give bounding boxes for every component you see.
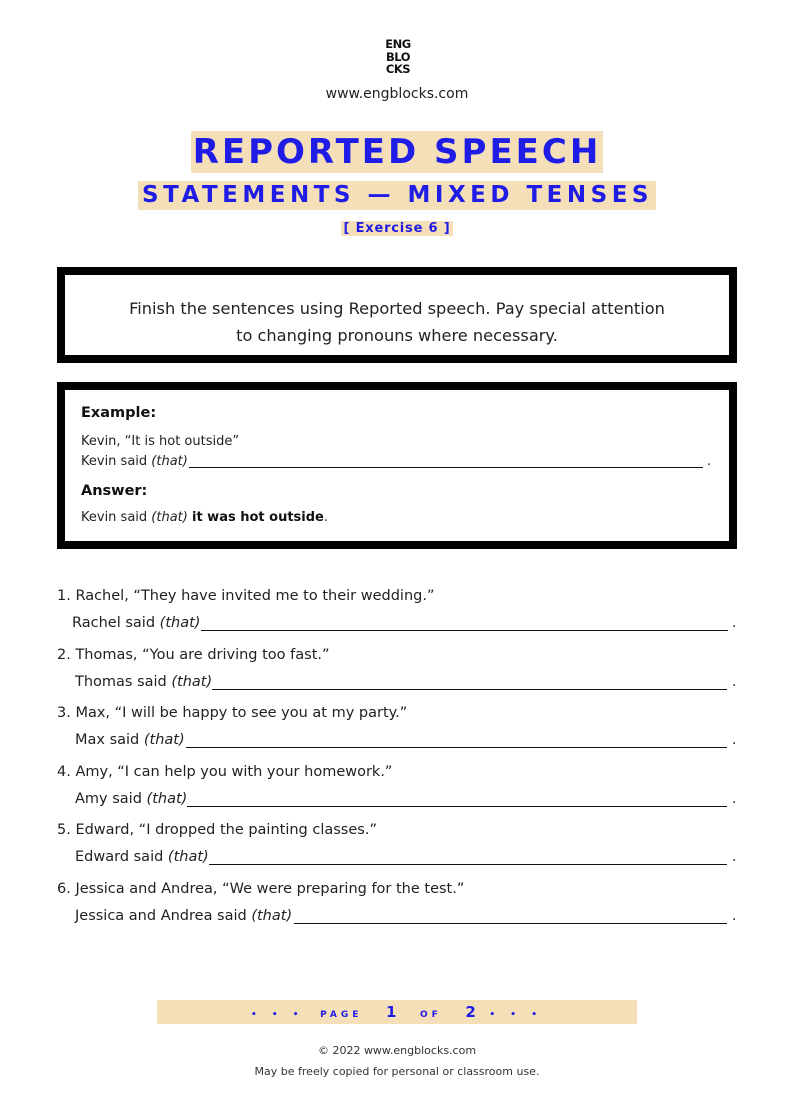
- question-2-answer-line[interactable]: [212, 689, 727, 690]
- question-2-text: 2. Thomas, “You are driving too fast.”: [57, 647, 330, 663]
- question-5-answer-line[interactable]: [209, 864, 727, 865]
- question-6-answer-line[interactable]: [294, 923, 727, 924]
- instructions-line-1: Finish the sentences using Reported speech. Pay special attention: [129, 299, 665, 318]
- example-prompt-that: (that): [151, 454, 188, 469]
- question-5-prompt: [75, 849, 209, 865]
- pager-dots-right: • • •: [489, 1010, 543, 1020]
- question-5-text: 5. Edward, “I dropped the painting classes.”: [57, 822, 377, 838]
- instructions-line-2: to changing pronouns where necessary.: [236, 326, 558, 345]
- instructions-box: [57, 267, 737, 363]
- question-5-subject: Edward said: [75, 849, 164, 865]
- pager-total-pages: 2: [465, 1003, 476, 1021]
- example-answer: [81, 510, 328, 525]
- example-answer-period: .: [323, 510, 329, 525]
- question-4-text: 4. Amy, “I can help you with your homework.”: [57, 764, 393, 780]
- page-subtitle: STATEMENTS — MIXED TENSES: [138, 181, 656, 210]
- title-row: [0, 131, 794, 173]
- engblocks-logo: [381, 38, 415, 76]
- question-1-period: .: [732, 615, 737, 631]
- question-4-period: .: [732, 791, 737, 807]
- copyright: © 2022 www.engblocks.com: [317, 1044, 477, 1057]
- logo-line-3: CKS: [385, 62, 411, 76]
- answer-heading: Answer:: [81, 483, 148, 499]
- question-3-prompt: [75, 732, 185, 748]
- pager-dots-left: • • •: [251, 1010, 305, 1020]
- question-3-answer-line[interactable]: [186, 747, 727, 748]
- example-answer-line: [189, 467, 703, 468]
- example-quote: Kevin, “It is hot outside”: [81, 434, 240, 449]
- example-answer-subject: Kevin said: [81, 510, 148, 525]
- question-4-subject: Amy said: [75, 791, 142, 807]
- question-1-answer-line[interactable]: [201, 630, 728, 631]
- subtitle-row: [0, 181, 794, 210]
- pager-current-page: 1: [386, 1003, 397, 1021]
- question-2-that: (that): [171, 674, 213, 690]
- site-url[interactable]: www.engblocks.com: [325, 86, 469, 102]
- question-4-answer-line[interactable]: [187, 806, 727, 807]
- question-4-prompt: [75, 791, 187, 807]
- question-2-prompt: [75, 674, 212, 690]
- question-6-prompt: [75, 908, 292, 924]
- logo-line-2: BLO: [386, 49, 410, 64]
- example-answer-text: it was hot outside: [191, 510, 324, 525]
- exercise-label: [ Exercise 6 ]: [341, 221, 454, 236]
- example-prompt: [81, 454, 188, 469]
- example-period: .: [707, 454, 712, 469]
- usage-note: May be freely copied for personal or classroom use.: [254, 1065, 540, 1078]
- question-6-that: (that): [251, 908, 293, 924]
- question-1-prompt: [72, 615, 200, 631]
- question-1-text: 1. Rachel, “They have invited me to their wedding.”: [57, 588, 435, 604]
- question-2-subject: Thomas said: [75, 674, 167, 690]
- question-2-period: .: [732, 674, 737, 690]
- example-answer-that: (that): [151, 510, 188, 525]
- question-3-subject: Max said: [75, 732, 140, 748]
- example-heading: Example:: [81, 405, 157, 421]
- page-title: REPORTED SPEECH: [192, 132, 602, 172]
- pager-of-word: OF: [420, 1010, 442, 1020]
- exercise-row: [0, 217, 794, 236]
- question-5-period: .: [732, 849, 737, 865]
- page-indicator: [157, 1000, 637, 1024]
- question-5-that: (that): [167, 849, 209, 865]
- question-6-period: .: [732, 908, 737, 924]
- question-1-subject: Rachel said: [72, 615, 156, 631]
- logo-line-1: ENG: [385, 37, 411, 51]
- question-1-that: (that): [159, 615, 201, 631]
- question-3-text: 3. Max, “I will be happy to see you at my party.”: [57, 705, 408, 721]
- example-box: [57, 382, 737, 549]
- pager-page-word: PAGE: [320, 1010, 363, 1020]
- example-prompt-subject: Kevin said: [81, 454, 148, 469]
- question-6-subject: Jessica and Andrea said: [75, 908, 247, 924]
- question-3-that: (that): [143, 732, 185, 748]
- question-4-that: (that): [146, 791, 188, 807]
- question-6-text: 6. Jessica and Andrea, “We were preparing for the test.”: [57, 881, 465, 897]
- question-3-period: .: [732, 732, 737, 748]
